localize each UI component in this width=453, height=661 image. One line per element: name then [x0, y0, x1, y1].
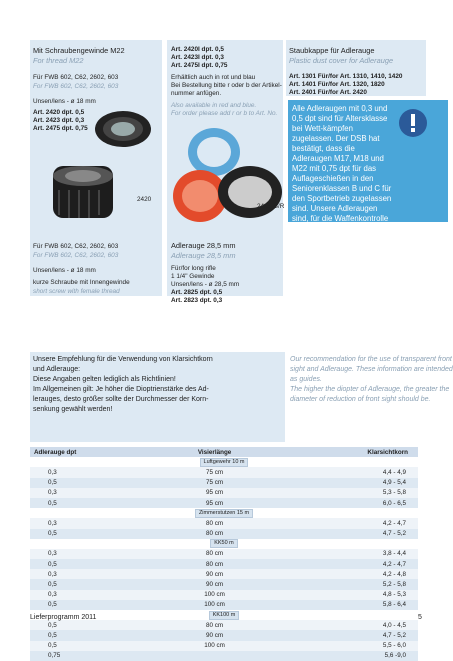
page-number: 5: [418, 614, 422, 621]
rec-en-2: sight and Adleraugе. These information are intended: [290, 366, 453, 373]
section-label: Luftgewehr 10 m: [200, 458, 249, 467]
rec-de-2: und Adleraugе:: [33, 366, 81, 373]
cell-length: 80 cm: [164, 529, 265, 539]
table-row: [30, 549, 418, 559]
cell-dpt: 0,3: [30, 590, 164, 600]
mid-title-en: Adlerauge 28,5 mm: [171, 251, 236, 260]
cell-dpt: 0,3: [30, 549, 164, 559]
cell-length: 95 cm: [164, 498, 265, 508]
cell-front-sight: 5,3 - 5,8: [265, 488, 418, 498]
table-row: [30, 467, 418, 477]
left-art-2: Art. 2423 dpt. 0,3: [33, 117, 85, 124]
left-fits-en: For FWB 602, C62, 2602, 603: [33, 83, 119, 90]
cell-front-sight: 4,8 - 5,3: [265, 590, 418, 600]
right-art-2: Art. 1401 Für/for Art. 1320, 1820: [289, 81, 385, 88]
rec-de-4: Im Allgemeinen gilt: Je höher die Dioptrienstärke des Ad-: [33, 386, 209, 393]
cell-front-sight: 5,6 -9,0: [265, 651, 418, 661]
mid-art-1: Art. 2420I dpt. 0,5: [171, 46, 224, 53]
cell-dpt: 0,5: [30, 600, 164, 610]
table-row: [30, 569, 418, 579]
cell-dpt: 0,5: [30, 641, 164, 651]
footer-title: Lieferprogramm 2011: [30, 614, 97, 621]
cell-length: 80 cm: [164, 518, 265, 528]
table-row: [30, 579, 418, 589]
cell-length: 95 cm: [164, 488, 265, 498]
mid-desc-en-1: Also available in red and blue.: [171, 102, 257, 109]
section-label: KK50 m: [210, 539, 238, 548]
mid-desc-en-2: For order please add r or b to Art. No.: [171, 110, 278, 117]
table-row: [30, 630, 418, 640]
section-label: Zimmerstutzen 15 m: [195, 509, 253, 518]
mid-art-3: Art. 2475I dpt. 0,75: [171, 62, 228, 69]
right-title: Staubkappe für Adleraugе: [289, 46, 375, 55]
right-art-3: Art. 2401 Für/for Art. 2420: [289, 89, 367, 96]
adlerauge-m22-image: [35, 160, 130, 230]
exclamation-icon: [398, 108, 428, 138]
cell-length: 100 cm: [164, 641, 265, 651]
right-title-en: Plastic dust cover for Adleraugе: [289, 56, 394, 65]
cell-front-sight: 5,5 - 6,0: [265, 641, 418, 651]
left-size: Unsen/lens - ø 18 mm: [33, 98, 96, 105]
mid-title: Adlerauge 28,5 mm: [171, 241, 236, 250]
cell-dpt: 0,3: [30, 518, 164, 528]
cell-length: 75 cm: [164, 478, 265, 488]
mid-number-label: 24xxl B/R: [257, 203, 285, 210]
mid-thread: 1 1/4" Gewinde: [171, 273, 215, 280]
table-row: [30, 641, 418, 651]
left-note: kurze Schraube mit Innengewinde: [33, 279, 130, 286]
rec-de-5: lerauges, desto größer sollte der Durchmesser der Korn-: [33, 396, 209, 403]
mid-size: Unsen/lens - ø 28,5 mm: [171, 281, 240, 288]
table-header-length: Visierlänge: [197, 448, 232, 456]
table-row: [30, 590, 418, 600]
table-section-label: [30, 508, 418, 518]
mid-for: Für/for long rifle: [171, 265, 216, 272]
cell-dpt: 0,3: [30, 467, 164, 477]
left-title-en: For thread M22: [33, 56, 84, 65]
cell-front-sight: 4,7 - 5,2: [265, 529, 418, 539]
mid-art-4: Art. 2825 dpt. 0,5: [171, 289, 223, 296]
table-section-label: [30, 539, 418, 549]
section-label: KK100 m: [209, 611, 240, 620]
table-row: [30, 488, 418, 498]
left-fits: Für FWB 602, C62, 2602, 603: [33, 74, 119, 81]
left-size2: Unsen/lens - ø 18 mm: [33, 267, 96, 274]
cell-dpt: 0,75: [30, 651, 164, 661]
cell-length: 75 cm: [164, 467, 265, 477]
left-art-1: Art. 2420 dpt. 0,5: [33, 109, 85, 116]
table-header-dpt: Adleraugе dpt: [34, 448, 77, 456]
cell-front-sight: 4,0 - 4,5: [265, 620, 418, 630]
left-fits2-en: For FWB 602, C62, 2602, 603: [33, 252, 119, 259]
info-box-text: Alle Adleraugen mit 0,3 und 0,5 dpt sind für Altersklasse bei Wett-kämpfen zugelassen. Der DSB hat bestätigt, dass die Adleraugen M17, M18 und M22 mit 0,75 dpt für das Auflageschießen in den Seniorenklassen B und C für den Sportbetrieb zugelassen sind. Unsere Adleraugen sind, für die Waffenkontrolle sofort ersichtlich, mit der Dioptrinzahl gekennzeichnet.: [292, 104, 392, 253]
cell-length: [164, 651, 265, 661]
cell-length: 100 cm: [164, 600, 265, 610]
table-section: [30, 508, 418, 518]
table-row: [30, 478, 418, 488]
mid-art-5: Art. 2823 dpt. 0,3: [171, 297, 223, 304]
table-row: [30, 600, 418, 610]
cell-front-sight: 4,2 - 4,7: [265, 518, 418, 528]
left-fits2: Für FWB 602, C62, 2602, 603: [33, 243, 119, 250]
left-number-label: 2420: [137, 196, 152, 203]
cell-dpt: 0,5: [30, 630, 164, 640]
mid-art-2: Art. 2423I dpt. 0,3: [171, 54, 224, 61]
mid-desc-2: Bei Bestellung bitte r oder b der Artikel-: [171, 82, 282, 89]
cell-front-sight: 6,0 - 6,5: [265, 498, 418, 508]
cell-length: 80 cm: [164, 620, 265, 630]
cell-dpt: 0,5: [30, 579, 164, 589]
cell-front-sight: 3,8 - 4,4: [265, 549, 418, 559]
left-note-en: short screw with female thread: [33, 288, 120, 295]
table-row: [30, 529, 418, 539]
cell-length: 80 cm: [164, 559, 265, 569]
cell-length: 80 cm: [164, 549, 265, 559]
cell-length: 90 cm: [164, 579, 265, 589]
cell-length: 100 cm: [164, 590, 265, 600]
rec-de-6: senkung gewählt werden!: [33, 406, 113, 413]
table-row: [30, 651, 418, 661]
mid-desc-1: Erhältlich auch in rot und blau: [171, 74, 256, 81]
rec-de-1: Unsere Empfehlung für die Verwendung von Klarsichtkorn: [33, 356, 213, 363]
table-row: [30, 518, 418, 528]
rec-en-3: as guides.: [290, 376, 322, 383]
cell-dpt: 0,5: [30, 529, 164, 539]
cell-length: 90 cm: [164, 569, 265, 579]
table-section: [30, 457, 418, 467]
cell-front-sight: 5,2 - 5,8: [265, 579, 418, 589]
rec-en-1: Our recommendation for the use of transparent front: [290, 356, 452, 363]
table-section-label: [30, 457, 418, 467]
cell-dpt: 0,5: [30, 620, 164, 630]
table-header-front: Klarsichtkorn: [367, 448, 408, 456]
table-row: [30, 559, 418, 569]
cell-dpt: 0,5: [30, 559, 164, 569]
rec-de-3: Diese Angaben gelten lediglich als Richtlinien!: [33, 376, 176, 383]
cell-length: 90 cm: [164, 630, 265, 640]
cell-front-sight: 5,8 - 6,4: [265, 600, 418, 610]
cell-front-sight: 4,4 - 4,9: [265, 467, 418, 477]
mid-desc-3: nummer anfügen.: [171, 90, 222, 97]
cell-dpt: 0,3: [30, 488, 164, 498]
table-section: [30, 539, 418, 549]
rec-en-5: diameter of reduction of front sight should be.: [290, 396, 431, 403]
dioptre-screw-image: [88, 104, 158, 154]
table-row: [30, 498, 418, 508]
cell-dpt: 0,5: [30, 478, 164, 488]
cell-dpt: 0,3: [30, 569, 164, 579]
right-art-1: Art. 1301 Für/for Art. 1310, 1410, 1420: [289, 73, 403, 80]
cell-front-sight: 4,2 - 4,7: [265, 559, 418, 569]
left-title: Mit Schraubengewinde M22: [33, 46, 125, 55]
rec-en-4: The higher the diopter of Adleraugе, the greater the: [290, 386, 450, 393]
cell-dpt: 0,5: [30, 498, 164, 508]
cell-front-sight: 4,7 - 5,2: [265, 630, 418, 640]
left-art-3: Art. 2475 dpt. 0,75: [33, 125, 88, 132]
cell-front-sight: 4,2 - 4,8: [265, 569, 418, 579]
recommendation-table: [30, 447, 418, 661]
cell-front-sight: 4,9 - 5,4: [265, 478, 418, 488]
